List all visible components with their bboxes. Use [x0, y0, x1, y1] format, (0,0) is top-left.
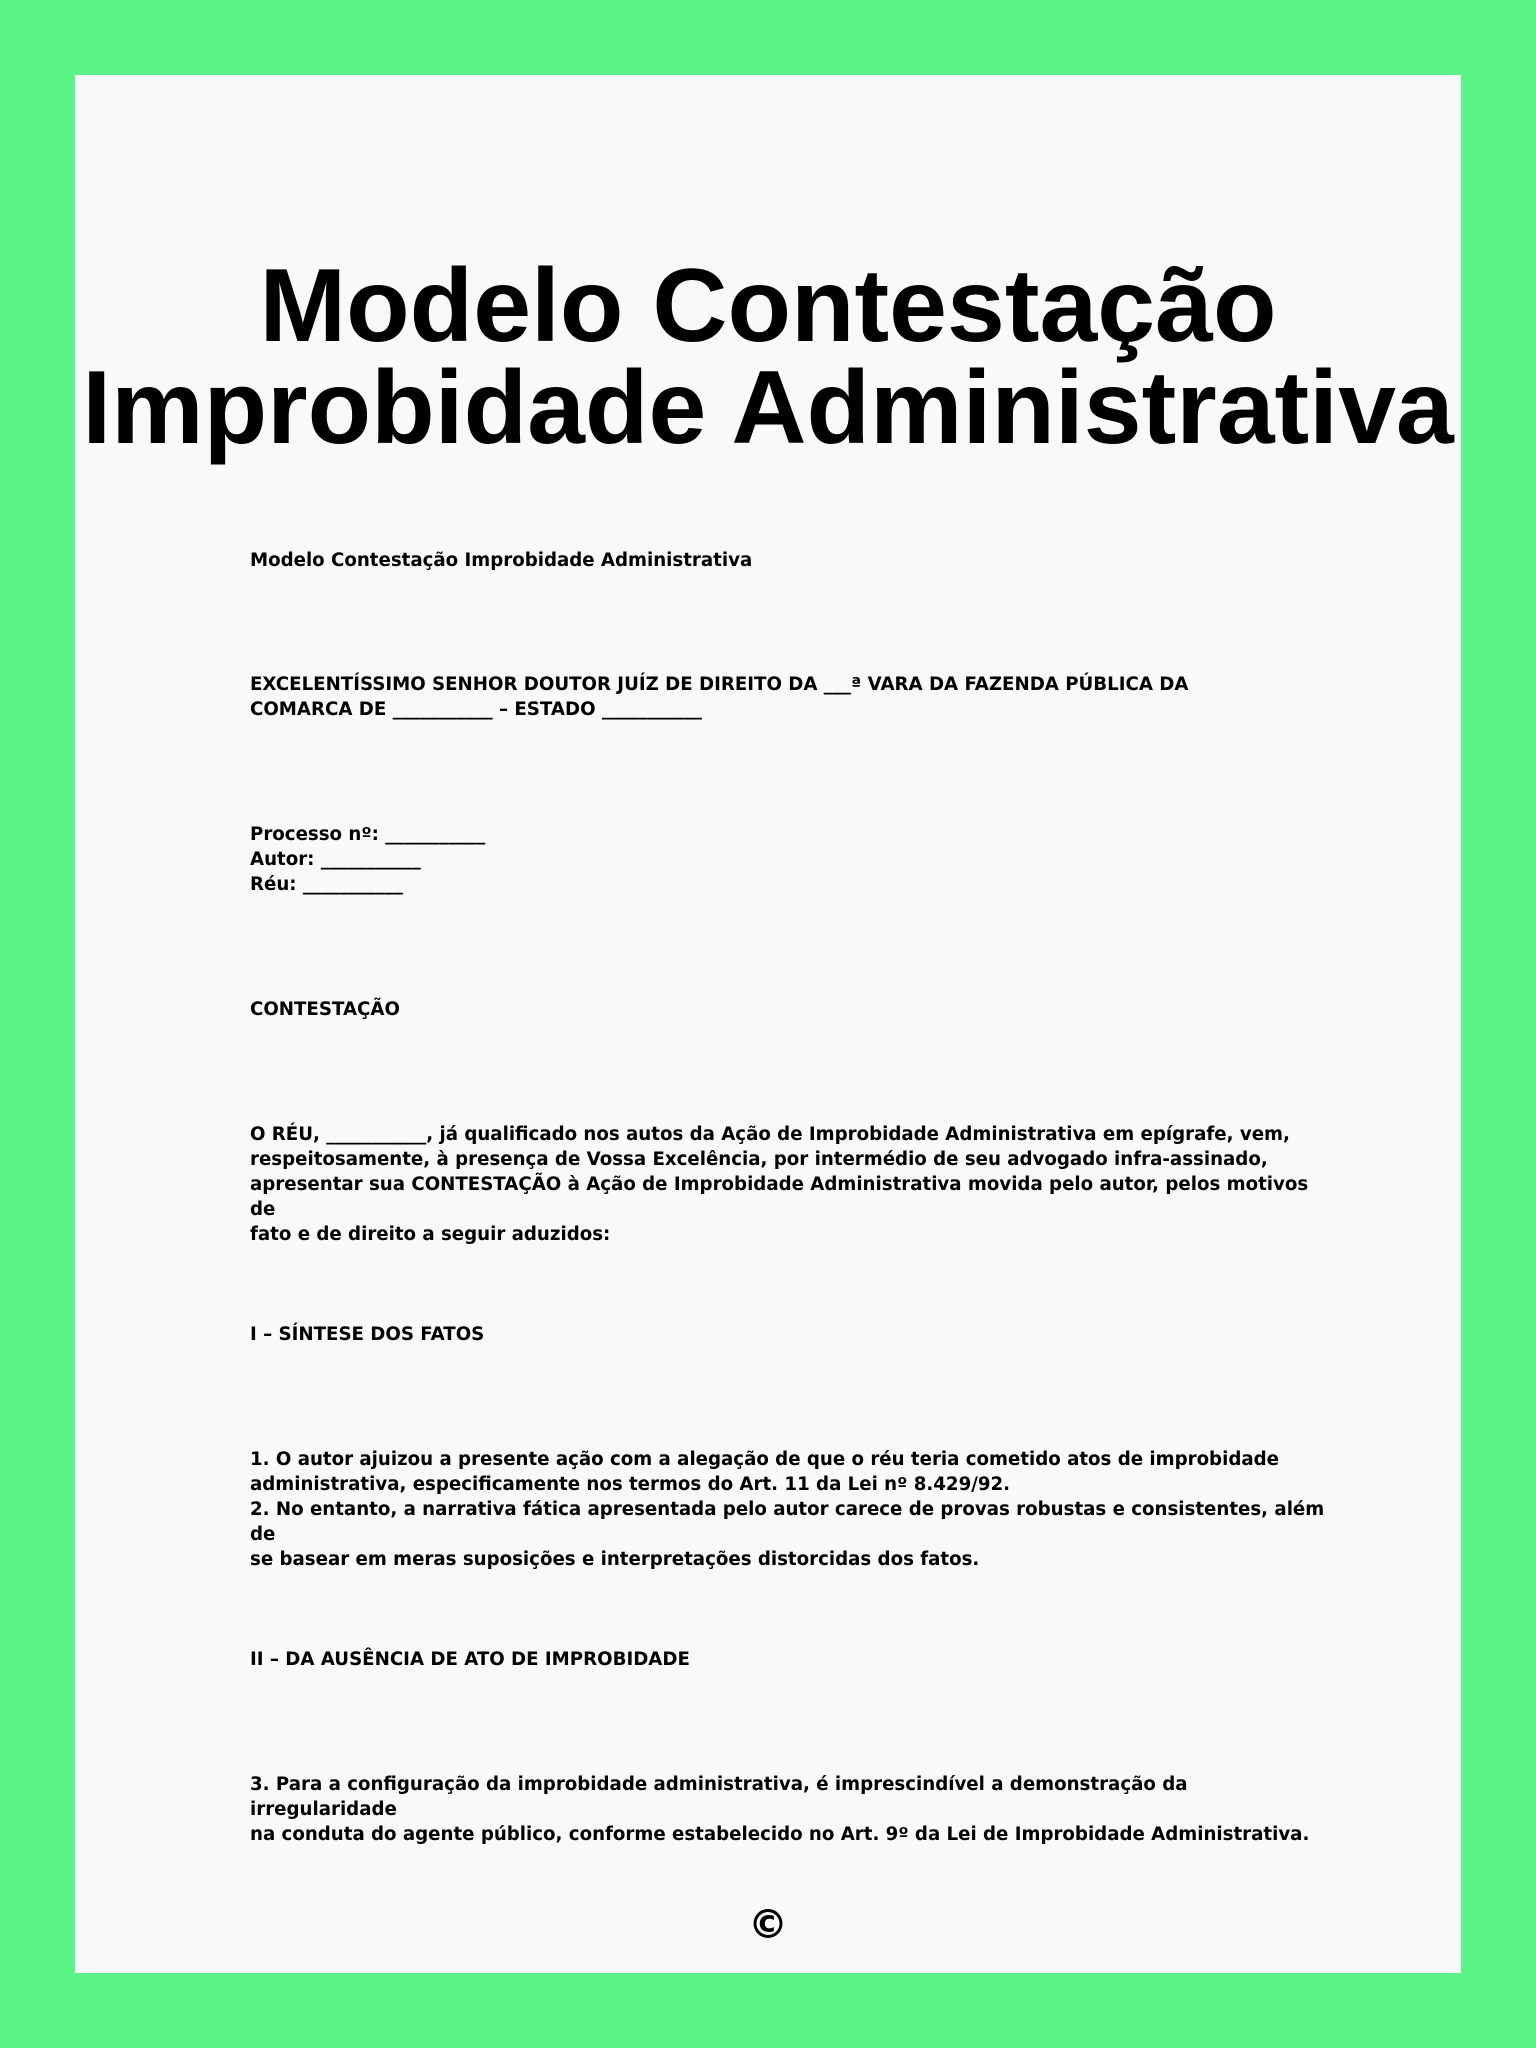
section2-line: na conduta do agente público, conforme estabelecido no Art. 9º da Lei de Improbidade Administrativa.: [250, 1824, 1310, 1845]
section2-heading: II – DA AUSÊNCIA DE ATO DE IMPROBIDADE: [250, 1649, 690, 1670]
intro-line: O RÉU, ___________, já qualificado nos autos da Ação de Improbidade Administrativa em epígrafe, vem,: [250, 1124, 1290, 1145]
page-title: [75, 248, 1461, 466]
intro-line: fato e de direito a seguir aduzidos:: [250, 1224, 611, 1245]
case-number: Processo nº: ___________: [250, 824, 486, 845]
addressee-block: [250, 672, 1330, 722]
intro-paragraph: [250, 1122, 1330, 1247]
title-line-2: Improbidade Administrativa: [82, 350, 1454, 466]
section1-line: se basear em meras suposições e interpretações distorcidas dos fatos.: [250, 1549, 980, 1570]
document-page: [75, 75, 1461, 1973]
intro-line: respeitosamente, à presença de Vossa Excelência, por intermédio de seu advogado infra-assinado,: [250, 1149, 1268, 1170]
section1-line: 1. O autor ajuizou a presente ação com a alegação de que o réu teria cometido atos de improbidade: [250, 1449, 1279, 1470]
case-author: Autor: ___________: [250, 849, 421, 870]
title-line-1: Modelo Contestação: [259, 248, 1277, 364]
addressee-line: EXCELENTÍSSIMO SENHOR DOUTOR JUÍZ DE DIREITO DA ___ª VARA DA FAZENDA PÚBLICA DA: [250, 674, 1189, 695]
section1-body: [250, 1447, 1330, 1572]
section2-line: 3. Para a configuração da improbidade administrativa, é imprescindível a demonstração da irregularidade: [250, 1774, 1188, 1820]
copyright-icon: ©: [748, 1902, 788, 1948]
section2-body: [250, 1772, 1330, 1847]
section1-heading: I – SÍNTESE DOS FATOS: [250, 1324, 485, 1345]
section1-line: 2. No entanto, a narrativa fática apresentada pelo autor carece de provas robustas e consistentes, além de: [250, 1499, 1325, 1545]
case-info-block: [250, 822, 1330, 897]
case-defendant: Réu: ___________: [250, 874, 403, 895]
heading-contestacao: CONTESTAÇÃO: [250, 999, 400, 1020]
intro-line: apresentar sua CONTESTAÇÃO à Ação de Improbidade Administrativa movida pelo autor, pelos motivos de: [250, 1174, 1309, 1220]
addressee-line: COMARCA DE ___________ – ESTADO ___________: [250, 699, 702, 720]
section1-line: administrativa, especificamente nos termos do Art. 11 da Lei nº 8.429/92.: [250, 1474, 1011, 1495]
document-subtitle: Modelo Contestação Improbidade Administrativa: [250, 550, 753, 571]
